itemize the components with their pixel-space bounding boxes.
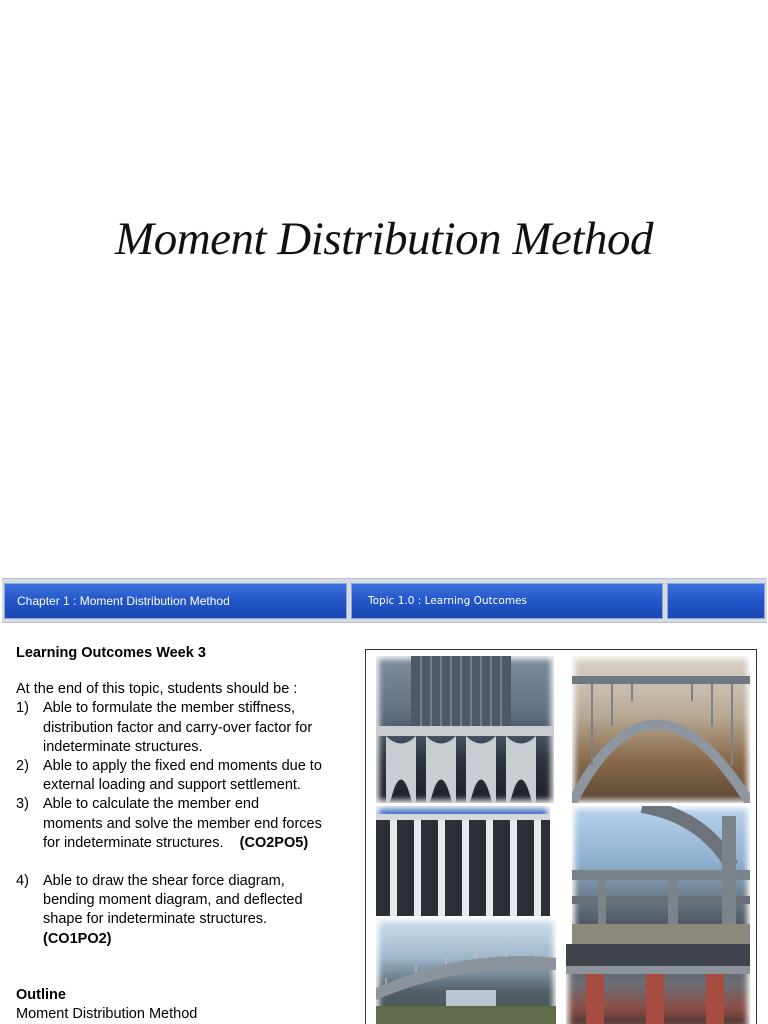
learning-outcomes-heading: Learning Outcomes Week 3	[16, 645, 206, 661]
outline-text: Moment Distribution Method	[16, 1006, 198, 1023]
arch-bridge-photo	[572, 656, 750, 803]
outcome-line: Able to calculate the member end	[43, 796, 260, 813]
topic-label: Topic 1.0 : Learning Outcomes	[351, 583, 663, 619]
outcome-line: Able to draw the shear force diagram,	[43, 873, 285, 890]
outcome-line: Able to apply the fixed end moments due to	[43, 758, 322, 775]
outcome-line	[43, 834, 361, 853]
outcome-number: 3)	[16, 796, 29, 813]
highway-interchange-photo	[572, 806, 750, 944]
slide-title: Moment Distribution Method	[115, 213, 653, 265]
outcome-line: external loading and support settlement.	[43, 777, 301, 794]
intro-text: At the end of this topic, students should be :	[16, 681, 298, 698]
outcome-line: distribution factor and carry-over factor for	[43, 719, 313, 736]
outcome-number: 1)	[16, 700, 29, 717]
outcome-item-4	[16, 872, 361, 949]
course-outcome-code: (CO2PO5)	[239, 834, 309, 851]
outcome-number: 4)	[16, 873, 29, 890]
learning-outcomes-text	[16, 644, 361, 1024]
outcome-item-1	[16, 699, 361, 757]
outcome-line: moments and solve the member end forces	[43, 815, 322, 832]
outcome-item-3	[16, 795, 361, 853]
structures-photo-collage	[365, 649, 757, 1024]
outcome-item-2	[16, 757, 361, 795]
slide-header-bar	[2, 578, 767, 623]
outcome-line: bending moment diagram, and deflected	[43, 892, 303, 909]
outcome-line: Able to formulate the member stiffness,	[43, 700, 295, 717]
chapter-label: Chapter 1 : Moment Distribution Method	[4, 583, 347, 619]
outcome-line-text: for indeterminate structures.	[43, 834, 224, 851]
bridge-underside-photo	[566, 944, 750, 1024]
overpass-bridge-photo	[376, 918, 556, 1024]
header-extra-cell	[667, 583, 765, 619]
outcome-line: shape for indeterminate structures.	[43, 911, 268, 928]
column-building-photo	[376, 806, 550, 916]
outcome-number: 2)	[16, 758, 29, 775]
outline-heading: Outline	[16, 986, 66, 1003]
building-photo	[376, 656, 554, 803]
course-outcome-code: (CO1PO2)	[43, 930, 112, 947]
outcome-line: indeterminate structures.	[43, 738, 203, 755]
